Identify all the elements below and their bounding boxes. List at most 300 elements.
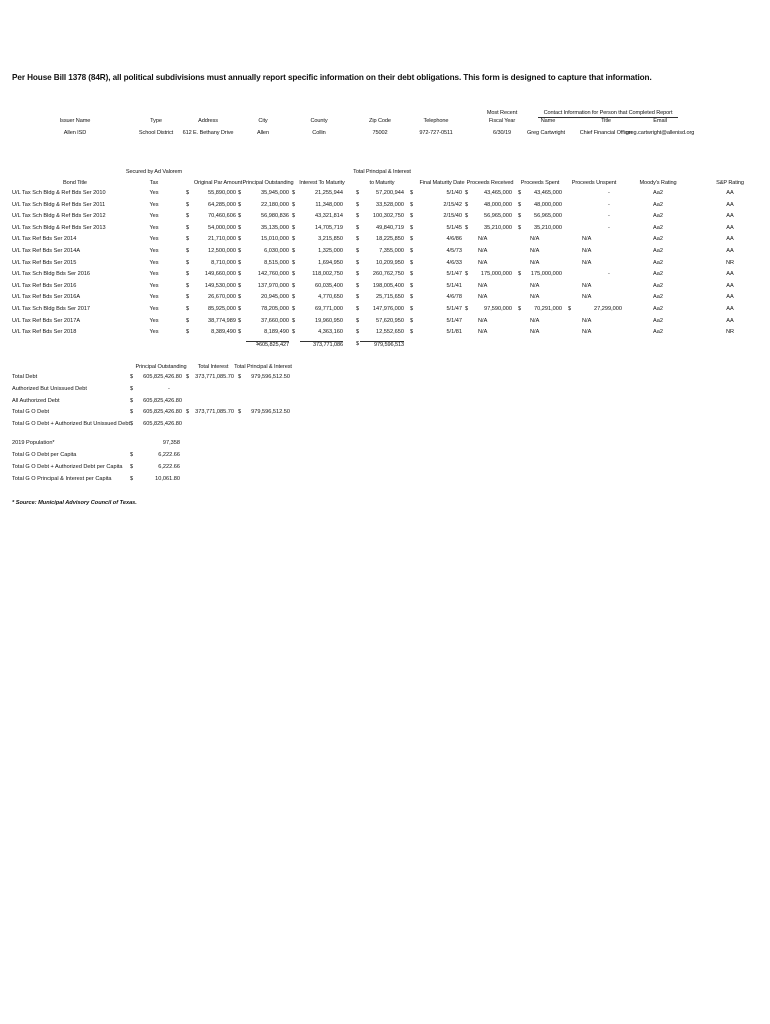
dollar-sign: $ [238,213,242,220]
dollar-sign: $ [292,282,296,289]
summary-principal: 605,825,426.80 [143,374,182,380]
dollar-sign: $ [518,306,522,312]
fiscal-year-header-1: Most Recent [486,110,518,116]
unspent-value: N/A [582,248,592,254]
city-header: City [258,118,268,124]
summary-principal: 605,825,426.80 [143,421,182,428]
dollar-sign: $ [465,271,469,278]
telephone-value: 972-727-0511 [419,130,453,136]
dollar-sign: $ [238,282,242,289]
summary-label: Authorized But Unissued Debt [12,385,87,392]
received-value: 48,000,000 [484,201,512,208]
total-value: 33,528,000 [376,201,404,208]
secured-value: Yes [149,259,159,266]
total-value: 57,620,950 [376,317,404,324]
final-maturity-value: 5/1/45 [446,224,462,231]
total-value: 18,225,850 [376,236,404,243]
original-par-value: 149,530,000 [204,282,236,289]
zip-value: 75002 [372,130,388,136]
principal-value: 35,945,000 [261,190,289,196]
dollar-sign: $ [410,259,414,266]
total-principal-outstanding: 605,825,427 [246,341,289,349]
principal-value: 22,180,000 [261,201,289,208]
dollar-sign: $ [292,190,296,196]
summary-row [0,396,770,407]
address-value: 612 E. Bethany Drive [182,130,234,136]
principal-value: 20,945,000 [261,294,289,301]
dollar-sign: $ [238,190,242,196]
principal-value: 56,980,836 [261,213,289,220]
unspent-value: - [608,224,610,231]
original-par-value: 149,660,000 [204,271,236,278]
principal-value: 35,135,000 [261,224,289,231]
final-maturity-header: Final Maturity Date [419,180,465,186]
dollar-sign: $ [518,190,522,196]
interest-value: 14,705,719 [315,224,343,231]
issuer-name-header: Issuer Name [59,118,91,124]
moodys-header: Moody's Rating [639,180,677,186]
interest-value: 21,255,944 [315,190,343,196]
final-maturity-value: 4/6/33 [446,259,462,266]
sp-value: AA [726,236,734,243]
secured-header-2: Tax [149,180,159,186]
summary-principal: - [168,385,170,392]
dollar-sign: $ [356,341,360,347]
dollar-sign: $ [238,271,242,278]
dollar-sign: $ [186,201,190,208]
dollar-sign: $ [356,201,360,208]
table-row [0,292,770,303]
spent-value: N/A [530,294,540,301]
total-value: 10,209,950 [376,259,404,266]
population-row [0,474,770,485]
principal-value: 6,030,000 [264,248,289,254]
principal-value: 37,660,000 [261,317,289,324]
unspent-value: N/A [582,259,592,266]
principal-value: 8,189,490 [264,329,289,336]
secured-value: Yes [149,248,159,254]
dollar-sign: $ [186,329,190,336]
bond-title: U/L Tax Ref Bds Ser 2014A [12,248,81,254]
summary-row [0,384,770,395]
bond-title: U/L Tax Sch Bldg Bds Ser 2017 [12,306,91,312]
final-maturity-value: 2/15/42 [443,201,462,208]
population-label: Total G O Debt + Authorized Debt per Capita [12,464,123,470]
dollar-sign: $ [238,294,242,301]
dollar-sign: $ [256,341,260,347]
unspent-value: - [608,201,610,208]
dollar-sign: $ [410,317,414,324]
issuer-name-value: Allen ISD [63,130,87,136]
dollar-sign: $ [465,201,469,208]
unspent-value: 27,299,000 [594,306,622,312]
summary-principal: 605,825,426.80 [143,397,182,404]
secured-value: Yes [149,213,159,220]
principal-value: 8,515,000 [264,259,289,266]
fiscal-year-header-2: Fiscal Year [488,118,516,124]
total-interest-to-maturity: 373,771,086 [300,341,343,349]
total-value: 49,840,719 [376,224,404,231]
dollar-sign: $ [186,271,190,278]
dollar-sign: $ [410,282,414,289]
dollar-sign: $ [410,329,414,336]
received-value: N/A [478,294,488,301]
moodys-value: Aa2 [653,317,663,324]
dollar-sign: $ [130,397,134,404]
sp-value: AA [726,306,734,312]
moodys-value: Aa2 [653,224,663,231]
original-par-value: 21,710,000 [208,236,236,243]
moodys-value: Aa2 [653,294,663,301]
total-value: 147,976,000 [372,306,404,312]
moodys-value: Aa2 [653,248,663,254]
dollar-sign: $ [186,213,190,220]
received-value: N/A [478,282,488,289]
spent-value: 43,465,000 [534,190,562,196]
dollar-sign: $ [465,306,469,312]
spent-value: 175,000,000 [530,271,562,278]
received-value: N/A [478,236,488,243]
original-par-value: 8,389,490 [211,329,236,336]
unspent-value: N/A [582,317,592,324]
dollar-sign: $ [292,224,296,231]
bond-title: U/L Tax Ref Bds Ser 2017A [12,317,81,324]
secured-value: Yes [149,329,159,336]
received-value: 35,210,000 [484,224,512,231]
contact-name-header: Name [540,118,556,124]
interest-value: 19,960,950 [315,317,343,324]
final-maturity-value: 5/1/47 [446,271,462,278]
dollar-sign: $ [292,259,296,266]
moodys-value: Aa2 [653,201,663,208]
summary-label: Total G O Debt [12,409,49,416]
principal-header: Principal Outstanding [242,180,294,186]
table-row [0,269,770,280]
interest-value: 118,002,750 [312,271,343,278]
secured-value: Yes [149,236,159,243]
summary-interest-header: Total Interest [197,364,229,370]
bond-title: U/L Tax Sch Bldg Bds Ser 2016 [12,271,91,278]
dollar-sign: $ [356,236,360,243]
total-value: 57,200,944 [376,190,404,196]
spent-value: 70,291,000 [534,306,562,312]
dollar-sign: $ [238,306,242,312]
table-row [0,234,770,245]
sp-header: S&P Rating [716,180,744,186]
spent-value: 35,210,000 [534,224,562,231]
bond-title: U/L Tax Sch Bldg & Ref Bds Ser 2012 [12,213,106,220]
dollar-sign: $ [186,294,190,301]
sp-value: AA [726,294,734,301]
secured-header-1: Secured by Ad Valorem [125,169,183,175]
population-row [0,462,770,473]
population-value: 10,061.80 [155,476,180,482]
dollar-sign: $ [356,248,360,254]
page-title: Per House Bill 1378 (84R), all political subdivisions must annually report specific information on their debt obligations. This form is designed to capture that information. [12,73,652,82]
dollar-sign: $ [410,306,414,312]
county-header: County [310,118,328,124]
interest-value: 4,770,650 [318,294,343,301]
contact-title-header: Title [601,118,611,124]
dollar-sign: $ [186,248,190,254]
secured-value: Yes [149,317,159,324]
original-par-value: 55,890,000 [208,190,236,196]
dollar-sign: $ [356,294,360,301]
total-value: 25,715,650 [376,294,404,301]
interest-value: 60,035,400 [315,282,343,289]
received-value: 43,465,000 [484,190,512,196]
dollar-sign: $ [186,409,190,416]
original-par-header: Original Par Amount [193,180,243,186]
summary-interest: 373,771,085.70 [195,374,234,380]
dollar-sign: $ [238,317,242,324]
spent-header: Proceeds Spent [520,180,560,186]
interest-value: 1,694,950 [318,259,343,266]
dollar-sign: $ [292,271,296,278]
spent-value: N/A [530,248,540,254]
final-maturity-value: 5/1/81 [446,329,462,336]
table-row [0,188,770,199]
dollar-sign: $ [356,282,360,289]
secured-value: Yes [149,282,159,289]
interest-value: 69,771,000 [315,306,343,312]
dollar-sign: $ [292,329,296,336]
unspent-value: - [608,271,610,278]
spent-value: N/A [530,329,540,336]
fiscal-year-value: 6/30/19 [493,130,511,136]
final-maturity-value: 5/1/41 [446,282,462,289]
population-label: 2019 Population* [12,440,55,446]
dollar-sign: $ [186,190,190,196]
contact-title-value: Chief Financial Officer [579,130,633,136]
principal-value: 78,205,000 [261,306,289,312]
original-par-value: 38,774,989 [208,317,236,324]
source-note: * Source: Municipal Advisory Council of Texas. [12,500,137,506]
dollar-sign: $ [356,213,360,220]
dollar-sign: $ [356,271,360,278]
type-value: School District [138,130,174,136]
sp-value: AA [726,224,734,231]
table-row [0,246,770,257]
final-maturity-value: 5/1/47 [446,306,462,312]
dollar-sign: $ [518,271,522,278]
total-header-1: Total Principal & Interest [353,169,411,175]
table-row [0,211,770,222]
spent-value: N/A [530,317,540,324]
received-value: 97,590,000 [484,306,512,312]
secured-value: Yes [149,271,159,278]
dollar-sign: $ [356,190,360,196]
original-par-value: 8,710,000 [211,259,236,266]
moodys-value: Aa2 [653,259,663,266]
dollar-sign: $ [130,385,134,392]
dollar-sign: $ [238,201,242,208]
unspent-header: Proceeds Unspent [571,180,617,186]
spent-value: 48,000,000 [534,201,562,208]
dollar-sign: $ [186,224,190,231]
summary-total-header: Total Principal & Interest [234,364,292,370]
dollar-sign: $ [130,464,134,470]
principal-value: 15,010,000 [261,236,289,243]
summary-label: Total Debt [12,374,38,380]
dollar-sign: $ [465,224,469,231]
sp-value: NR [725,259,735,266]
summary-principal-header: Principal Outstanding [135,364,187,370]
total-header-2: to Maturity [369,180,395,186]
spent-value: N/A [530,259,540,266]
bond-title: U/L Tax Sch Bldg & Ref Bds Ser 2011 [12,201,106,208]
total-principal-and-interest: 979,596,513 [360,341,404,349]
dollar-sign: $ [410,294,414,301]
summary-total: 979,596,512.50 [251,409,290,416]
final-maturity-value: 4/6/78 [446,294,462,301]
moodys-value: Aa2 [653,306,663,312]
summary-row [0,419,770,430]
final-maturity-value: 4/5/73 [446,248,462,254]
population-value: 6,222.66 [158,464,180,470]
contact-email-value: greg.cartwright@allenisd.org [625,130,695,136]
city-value: Allen [257,130,269,136]
secured-value: Yes [149,201,159,208]
dollar-sign: $ [130,374,134,380]
table-row [0,316,770,327]
unspent-value: - [608,190,610,196]
dollar-sign: $ [292,317,296,324]
dollar-sign: $ [518,213,522,220]
moodys-value: Aa2 [653,190,663,196]
dollar-sign: $ [410,271,414,278]
table-row [0,281,770,292]
dollar-sign: $ [518,201,522,208]
dollar-sign: $ [238,329,242,336]
interest-value: 3,215,850 [318,236,343,243]
table-row [0,304,770,315]
received-value: 175,000,000 [480,271,512,278]
dollar-sign: $ [186,317,190,324]
original-par-value: 26,670,000 [208,294,236,301]
original-par-value: 12,500,000 [208,248,236,254]
dollar-sign: $ [292,294,296,301]
sp-value: AA [726,190,734,196]
total-value: 260,762,750 [372,271,404,278]
sp-value: NR [725,329,735,336]
dollar-sign: $ [356,317,360,324]
population-value: 97,358 [162,440,180,446]
population-row [0,450,770,461]
unspent-value: N/A [582,282,592,289]
unspent-value: N/A [582,294,592,301]
dollar-sign: $ [292,236,296,243]
unspent-value: N/A [582,236,592,243]
unspent-value: - [608,213,610,220]
total-value: 7,355,000 [379,248,404,254]
address-header: Address [198,118,218,124]
population-row [0,438,770,449]
bond-title: U/L Tax Ref Bds Ser 2018 [12,329,77,336]
dollar-sign: $ [186,259,190,266]
sp-value: AA [726,201,734,208]
sp-value: AA [726,282,734,289]
original-par-value: 64,285,000 [208,201,236,208]
dollar-sign: $ [186,236,190,243]
total-value: 12,552,650 [376,329,404,336]
secured-value: Yes [149,224,159,231]
received-value: N/A [478,248,488,254]
dollar-sign: $ [238,224,242,231]
received-value: N/A [478,259,488,266]
received-header: Proceeds Received [466,180,514,186]
summary-row [0,372,770,383]
sp-value: AA [726,248,734,254]
dollar-sign: $ [410,224,414,231]
dollar-sign: $ [356,329,360,336]
dollar-sign: $ [130,452,134,458]
dollar-sign: $ [292,248,296,254]
dollar-sign: $ [465,190,469,196]
dollar-sign: $ [292,213,296,220]
dollar-sign: $ [238,236,242,243]
zip-header: Zip Code [369,118,391,124]
total-value: 198,005,400 [372,282,404,289]
interest-value: 1,325,000 [318,248,343,254]
total-value: 100,302,750 [372,213,404,220]
contact-name-value: Greg Cartwright [527,130,565,136]
dollar-sign: $ [292,306,296,312]
original-par-value: 85,925,000 [208,306,236,312]
received-value: 56,965,000 [484,213,512,220]
dollar-sign: $ [238,259,242,266]
sp-value: AA [726,213,734,220]
dollar-sign: $ [356,224,360,231]
moodys-value: Aa2 [653,282,663,289]
bond-title: U/L Tax Sch Bldg & Ref Bds Ser 2013 [12,224,106,231]
final-maturity-value: 2/15/40 [443,213,462,220]
summary-interest: 373,771,085.70 [195,409,234,416]
moodys-value: Aa2 [653,213,663,220]
bond-title-header: Bond Title [63,180,87,186]
bond-title: U/L Tax Ref Bds Ser 2016A [12,294,81,301]
dollar-sign: $ [186,306,190,312]
telephone-header: Telephone [423,118,449,124]
sp-value: AA [726,271,734,278]
moodys-value: Aa2 [653,236,663,243]
spent-value: N/A [530,282,540,289]
moodys-value: Aa2 [653,271,663,278]
population-value: 6,222.66 [158,452,180,458]
secured-value: Yes [149,306,159,312]
dollar-sign: $ [238,248,242,254]
contact-email-header: Email [653,118,667,124]
summary-row [0,407,770,418]
spent-value: 56,965,000 [534,213,562,220]
dollar-sign: $ [130,421,134,428]
interest-value: 43,321,814 [315,213,343,220]
dollar-sign: $ [518,224,522,231]
population-label: Total G O Principal & Interest per Capita [12,476,112,482]
table-row [0,200,770,211]
final-maturity-value: 4/6/86 [446,236,462,243]
dollar-sign: $ [410,213,414,220]
dollar-sign: $ [410,236,414,243]
dollar-sign: $ [356,306,360,312]
summary-label: Total G O Debt + Authorized But Unissued Debt [12,421,130,428]
final-maturity-value: 5/1/40 [446,190,462,196]
table-row [0,223,770,234]
principal-value: 137,970,000 [257,282,289,289]
dollar-sign: $ [186,282,190,289]
county-value: Collin [312,130,326,136]
dollar-sign: $ [186,374,190,380]
